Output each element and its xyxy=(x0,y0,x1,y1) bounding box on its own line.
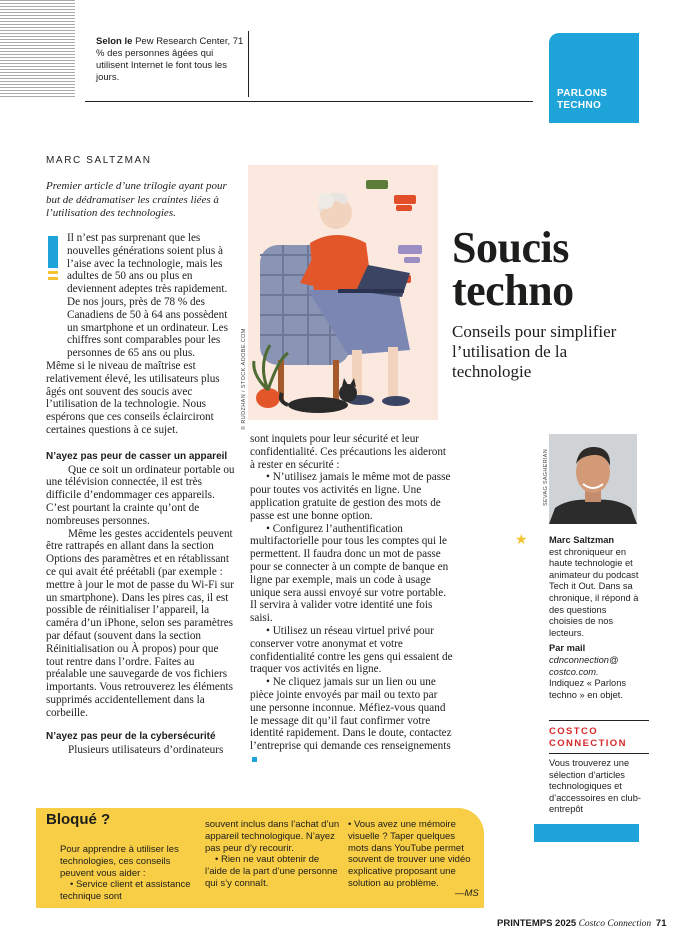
woman-laptop-illustration xyxy=(248,165,438,420)
tip-column-3: • Vous avez une mémoire visuelle ? Taper quelques mots dans YouTube permet souvent de trouver une vidéo explicative proposant une solution au problème. xyxy=(348,819,471,889)
divider xyxy=(85,101,533,102)
costco-connection-label: COSTCO CONNECTION xyxy=(549,726,627,749)
paragraph: Il n’est pas surprenant que les nouvelles générations soient plus à l’aise avec la technologie, mais les adultes de 50 ans ou plus en deviennent adeptes très rapidement. De nos jours, près de 78 % des Canadiens de 50 à 64 ans possèdent un smartphone et un ordinateur. Les chiffres sont comparables pour les personnes de 65 ans ou plus. xyxy=(67,232,228,360)
chat-bubble xyxy=(396,205,412,211)
decorative-stripes xyxy=(0,0,75,98)
chat-bubble xyxy=(404,257,420,263)
paragraph: Même si le niveau de maîtrise est relativement élevé, les utilisateurs plus âgés ont souvent des soucis avec l’utilisation de la technologie. Nous espérons que ces conseils éclairciront certaines questions à ce sujet. xyxy=(46,359,220,436)
byline: MARC SALTZMAN xyxy=(46,155,152,166)
paragraph: Même les gestes accidentels peuvent être rattrapés en allant dans la section Options des paramètres et en rétablissant ce qui avait été préétabli (par exemple : mettre à jour le mot de passe du Wi-Fi sur un smartphone). Dans les pires cas, il est possible de réinitialiser l’appareil, la caméra d’un iPhone, selon ses paramètres par défaut (souvent dans la section Réinitialisation ou À propos) pour que tout rentre dans l’ordre. Faites au préalable une sauvegarde de vos fichiers importants. Vous retrouverez les éléments supprimés accidentellement dans la corbeille. xyxy=(46,527,234,719)
end-mark xyxy=(252,757,257,762)
photo-credit: SEVAG SAGHERIAN xyxy=(543,449,549,506)
author-portrait xyxy=(549,434,637,524)
bullet-item: • N’utilisez jamais le même mot de passe pour toutes vos activités en ligne. Une application gratuite de gestion des mots de passe est une bonne option. xyxy=(250,471,451,522)
mail-label: Par mail xyxy=(549,643,586,653)
subheading: N’ayez pas peur de casser un appareil xyxy=(46,450,228,462)
decorative-bar xyxy=(534,824,639,842)
star-icon: ★ xyxy=(515,532,528,548)
chat-bubble xyxy=(394,195,416,204)
author-bio: Marc Saltzman est chroniqueur en haute technologie et animateur du podcast Tech it Out. Dans sa chronique, il répond à des questions choisies de nos lecteurs. xyxy=(549,535,639,638)
page-footer: PRINTEMPS 2025 Costco Connection 71 xyxy=(497,918,667,929)
pew-note: Selon le Pew Research Center, 71 % des personnes âgées qui utilisent Internet le font tous les jours. xyxy=(96,36,244,83)
divider xyxy=(549,753,649,754)
paragraph: sont inquiets pour leur sécurité et leur confidentialité. Ces précautions les aideront à rester en sécurité : xyxy=(250,433,447,471)
bullet-item: • Configurez l’authentification multifactorielle pour tous les comptes qui le permettent. Il faudra donc un mot de passe pour se connecter à un compte de banque en ligne par exemple, mais un code à usage unique sera aussi envoyé sur votre portable. Il servira à valider votre identité une fois saisi. xyxy=(250,522,449,625)
article-column-1 xyxy=(46,232,238,757)
divider xyxy=(549,720,649,721)
bullet-item: • Ne cliquez jamais sur un lien ou une pièce jointe envoyés par mail ou texto par une personne inconnue. Méfiez-vous quand le message dit qu’il faut confirmer votre identité rapidement. Dans le doute, contactez l’entreprise qui demande ces renseignements xyxy=(250,676,453,766)
paragraph: Plusieurs utilisateurs d’ordinateurs xyxy=(68,744,224,757)
article-column-2 xyxy=(250,433,453,766)
tip-column-1: Pour apprendre à utiliser les technologies, ces conseils peuvent vous aider : • Service client et assistance technique sont xyxy=(60,844,191,903)
paragraph: Que ce soit un ordinateur portable ou une télévision connectée, il est très difficile d’endommager ces appareils. C’est pourtant la crainte qu’ont de nombreuses personnes. xyxy=(46,463,235,527)
tip-box-title: Bloqué ? xyxy=(46,811,111,828)
mail-info: cdnconnection@ costco.com. Indiquez « Parlons techno » en objet. xyxy=(549,655,627,700)
chat-bubble xyxy=(366,180,388,189)
intro-text: Premier article d’une trilogie ayant pour but de dédramatiser les craintes liées à l’utilisation des technologies. xyxy=(46,180,227,219)
tip-column-2: souvent inclus dans l’achat d’un appareil technologique. N’ayez pas peur d’y recourir. • Rien ne vaut obtenir de l’aide de la part d’une personne qui s’y connaît. xyxy=(205,819,340,889)
bullet-item: • Utilisez un réseau virtuel privé pour conserver votre anonymat et votre confidentialité contre les gens qui essaient de traquer vos activités en ligne. xyxy=(250,624,453,676)
subheading: N’ayez pas peur de la cybersécurité xyxy=(46,731,216,743)
costco-connection-text: Vous trouverez une sélection d’articles technologiques et d’accessoires en club-entrepôt xyxy=(549,758,641,815)
article-title: Soucis techno xyxy=(452,223,574,315)
divider xyxy=(248,31,249,97)
tip-signature: —MS xyxy=(455,888,479,899)
email-link[interactable]: cdnconnection@ costco.com. xyxy=(549,655,619,677)
section-tab: PARLONS TECHNO xyxy=(549,33,639,123)
article-subtitle: Conseils pour simplifier l’utilisation de la technologie xyxy=(452,322,617,381)
image-credit: © RUDZHAN / STOCK.ADOBE.COM xyxy=(241,328,247,430)
chat-bubble xyxy=(398,245,422,254)
